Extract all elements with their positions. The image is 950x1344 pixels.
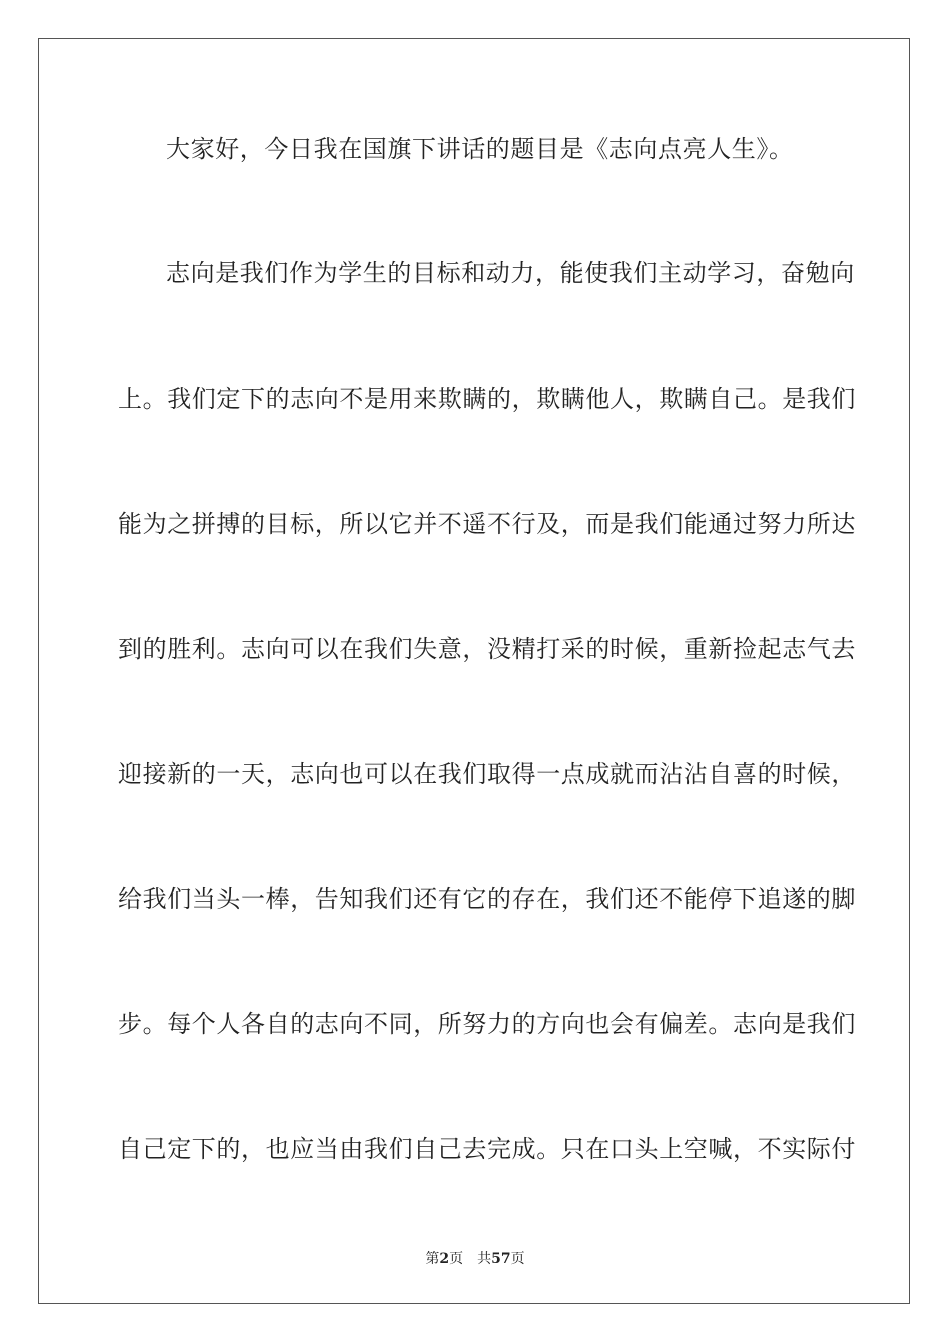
total-suffix: 页: [510, 1251, 525, 1267]
text-line-4: 能为之拼搏的目标，所以它并不遥不行及，而是我们能通过努力所达: [118, 510, 856, 538]
text-line-7: 给我们当头一棒，告知我们还有它的存在，我们还不能停下追遂的脚: [118, 885, 856, 913]
page-number: 2: [439, 1251, 450, 1267]
page-suffix: 页: [449, 1251, 464, 1267]
text-line-8: 步。每个人各自的志向不同，所努力的方向也会有偏差。志向是我们: [118, 1010, 856, 1038]
text-line-6: 迎接新的一天，志向也可以在我们取得一点成就而沾沾自喜的时候，: [118, 760, 856, 788]
total-pages: 57: [491, 1251, 511, 1267]
total-prefix: 共: [477, 1251, 492, 1267]
text-line-5: 到的胜利。志向可以在我们失意，没精打采的时候，重新捡起志气去: [118, 635, 856, 663]
page-footer: [0, 1248, 950, 1268]
page-frame: [38, 38, 910, 1304]
page-prefix: 第: [425, 1251, 440, 1267]
text-line-9: 自己定下的，也应当由我们自己去完成。只在口头上空喊，不实际付: [118, 1135, 856, 1163]
text-line-3: 上。我们定下的志向不是用来欺瞒的，欺瞒他人，欺瞒自己。是我们: [118, 385, 856, 413]
text-line-2: 志向是我们作为学生的目标和动力，能使我们主动学习，奋勉向: [166, 259, 855, 287]
text-line-1: 大家好，今日我在国旗下讲话的题目是《志向点亮人生》。: [166, 135, 794, 163]
